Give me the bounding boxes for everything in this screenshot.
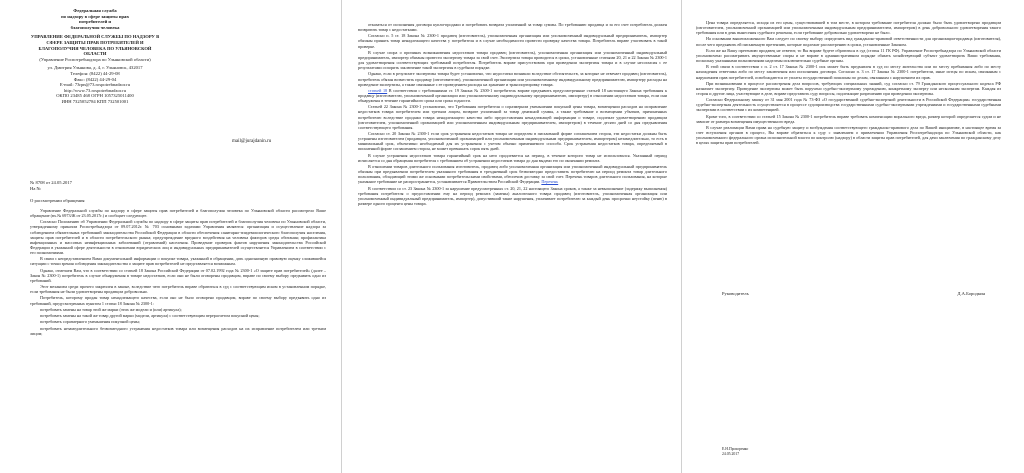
executor-note: Е.Н.Прохоренко 24.05.2017: [722, 447, 749, 456]
paragraph: Однако, если в результате экспертизы товара будет установлено, что недостатки возникли вследствие обстоятельств, за которые не отвечает продавец (изготовитель), потребитель обязан возместить продавцу (изготовителю), уполномоченной организации или уполномоченному индивидуальному предпринимателю, импортеру расходы на проведение экспертизы, а также связанные с ее проведением расходы на хранение и транспортировку товара.: [358, 71, 667, 87]
letter-body: [30, 208, 326, 337]
paragraph: В отношении товаров длительного пользования изготовитель, продавец либо уполномоченная организация или уполномоченный индивидуальный предприниматель обязаны при предъявлении потребителем указанного требования в трехдневный срок безвозмездно предоставить потребителю на период ремонта товар длительного пользования, обладающий этими же основными потребительскими свойствами, обеспечив доставку за свой счет. Перечень товаров длительного пользования, на которые указанное требование не распространяется, устанавливается Правительством Российской Федерации. Перечень: [358, 163, 667, 185]
signatory-title: Руководитель: [722, 291, 749, 296]
paragraph: В связи с непредставлением Вами документальной информации о покупке товара, указанной в обращении, дать однозначную правовую оценку сложившейся ситуации с точки зрения соблюдения законодательства о защите прав потребителей не представляется возможным.: [30, 256, 326, 267]
paragraph: В случае реализации Вами права на судебную защиту и возбуждения соответствующего гражданско-правового дела по Вашей инициативе, в настоящее время за счет вступления органов в процесс, Вы вправе обратиться к суду с заявлением о привлечении Управления Роспотребнадзора по Ульяновской области, как уполномоченного федерального органа исполнительной власти по контролю (надзору) в области защиты прав потребителей, для дачи заключения по гражданскому делу в целях защиты прав потребителей.: [696, 125, 1001, 146]
paragraph: Однако, отмечаем Вам, что в соответствии со статьей 18 Закона Российской Федерации от 07.02.1992 года № 2300-1 «О защите прав потребителей» (далее – Закон № 2300-1) потребитель в случае обнаружения в товаре недостатков, если они не были оговорены продавцом, вправе по своему выбору предъявить одно из требований.: [30, 267, 326, 283]
paragraph: Если же на Вашу претензию продавец не ответит, то Вы вправе будете обратиться в суд (статья 11 ГК РФ). Управление Роспотребнадзора по Ульяновской области уполномочено рассматривать имущественные споры и не вправе в административном порядке обязать хозяйствующий субъект удовлетворить Ваши требования, поскольку указанными полномочиями наделены исключительно судебные органы.: [696, 47, 1001, 64]
paragraph: Управление Федеральной службы по надзору в сфере защиты прав потребителей и благополучия человека по Ульяновской области рассмотрело Ваше обращение (вх.№ 6973/Ж от 23.05.2017г.) и сообщает следующее.: [30, 208, 326, 219]
list-item: потребовать незамедлительного безвозмездного устранения недостатков товара или возмещения расходов на их исправление потребителем или третьим лицом;: [30, 325, 326, 336]
paragraph: Цена товара определяется, исходя из его цены, существовавшей в том месте, в котором требование потребителя должно было быть удовлетворено продавцом (изготовителем, уполномоченной организацией или уполномоченным индивидуальным предпринимателем, импортером) в день добровольного удовлетворения такого требования или в день вынесения судебного решения, если требование добровольно удовлетворено не было.: [696, 20, 1001, 36]
paragraph: Этот механизм среди прочего закреплен в законе, вследствие чего потребитель вправе обратиться в суд с соответствующим иском в установленном порядке, если требования не были удовлетворены продавцом добровольно.: [30, 284, 326, 295]
letter-body: [358, 22, 667, 207]
document-page-2: [341, 0, 679, 473]
letter-subject: О рассмотрении обращения: [30, 198, 85, 203]
law-link[interactable]: статьей 18: [368, 87, 388, 93]
paragraph: В этой связи в соответствии с п. 2 ст. 17 Закона № 2300-1 иск может быть предъявлен в суд по месту жительства или по месту пребывания либо по месту нахождения ответчика либо по месту заключения или исполнения договора. Согласно п. 3 ст. 17 Закона № 2300-1 потребители, иные истцы по искам, связанным с нарушением прав потребителей, освобождаются от уплаты государственной пошлины по делам, связанным с нарушением их прав.: [696, 64, 1001, 80]
paragraph: Согласно п. 5 ст. 18 Закона № 2300-1 продавец (изготовитель), уполномоченная организация или уполномоченный индивидуальный предприниматель, импортер обязаны принять товар ненадлежащего качества у потребителя и в случае необходимости провести проверку качества товара. Потребитель вправе участвовать в такой проверке.: [358, 33, 667, 49]
document-page-1: [0, 0, 338, 473]
list-item: потребовать замены на такой же товар другой марки (модели, артикула) с соответствующим перерасчетом покупной цены;: [40, 313, 260, 319]
letter-body: [696, 20, 1001, 147]
agency-name: Федеральная служба по надзору в сфере защиты прав потребителей и благополучия человека: [61, 8, 129, 30]
letterhead: [30, 8, 160, 105]
list-item: потребовать замены на товар этой же марки (этих же модели и (или) артикула);: [40, 306, 182, 312]
paragraph: Согласно Федеральному закону от 31 мая 2001 года № 73-ФЗ «О государственной судебно-экспертной деятельности в Российской Федерации» государственная судебно-экспертная деятельность осуществляется в процессе судопроизводства государственными судебно-экспертными учреждениями и государственными судебными экспертами в соответствии с их компетенцией.: [696, 97, 1001, 113]
paragraph: В соответствии со ст. 23 Закона № 2300-1 за нарушение предусмотренных ст. 20, 21, 22 настоящего Закона сроков, а также за невыполнение (задержку выполнения) требования потребителя о предоставлении ему на период ремонта (замены) аналогичного товара продавец (изготовитель, уполномоченная организация или уполномоченный индивидуальный предприниматель, импортер), допустивший такие нарушения, уплачивает потребителю за каждый день просрочки неустойку (пеню) в размере одного процента цены товара.: [358, 185, 667, 206]
department-title: УПРАВЛЕНИЕ ФЕДЕРАЛЬНОЙ СЛУЖБЫ ПО НАДЗОРУ В СФЕРЕ ЗАЩИТЫ ПРАВ ПОТРЕБИТЕЛЕЙ И БЛАГОПОЛУЧИЯ ЧЕЛОВЕКА ПО УЛЬЯНОВСКОЙ ОБЛАСТИ: [30, 34, 160, 57]
registration-number: № 8708 от 24.05.2017 На №: [30, 180, 72, 191]
paragraph: При возникновении в процессе рассмотрения дела вопросов, требующих специальных знаний, суд согласно ст. 79 Гражданского процессуального кодекса РФ назначает экспертизу. Проведение экспертизы может быть поручено судебно-экспертному учреждению, конкретному эксперту или нескольким экспертам. Каждая из сторон и другие лица, участвующие в деле, вправе представить суду вопросы, подлежащие разрешению при проведении экспертизы.: [696, 80, 1001, 96]
document-page-3: [681, 0, 1024, 473]
list-item: потребовать соразмерного уменьшения покупной цены;: [40, 319, 140, 325]
paragraph: Потребитель, которому продан товар ненадлежащего качества, если оно не было оговорено продавцом, вправе по своему выбору предъявить одно из требований, предусмотренных пунктом 1 статьи 18 Закона № 2300-1:: [30, 295, 326, 306]
paragraph: отказаться от исполнения договора купли-продажи и потребовать возврата уплаченной за товар суммы. По требованию продавца и за его счет потребитель должен возвратить товар с недостатками.: [358, 22, 667, 33]
department-short-name: (Управление Роспотребнадзора по Ульяновской области): [39, 56, 151, 62]
recipient-email: mail@jurajdanin.ru: [232, 139, 272, 144]
goods-list-link[interactable]: Перечень: [541, 179, 559, 185]
signature-block: [722, 291, 985, 296]
department-address: ул. Дмитрия Ульянова, д. 4, г. Ульяновск, 432017 Телефон: (8422) 44-29-08 Факс: (8422) 44-29-04 E-mail: 73rpn@73.rospotrebnadzor.ru http://www.73.rospotrebnadzor.ru ОКПО 23485 468 ОГРН 1057325011400 ИНН 7325052784 КПП 732501001: [47, 65, 143, 104]
paragraph: В случае спора о причинах возникновения недостатков товара продавец (изготовитель), уполномоченная организация или уполномоченный индивидуальный предприниматель, импортер обязаны провести экспертизу товара за свой счет. Экспертиза товара проводится в сроки, установленные статьями 20, 21 и 22 Закона № 2300-1 для удовлетворения соответствующих требований потребителя. Потребитель вправе присутствовать при проведении экспертизы товара и в случае несогласия с ее результатами оспорить заключение такой экспертизы в судебном порядке.: [358, 49, 667, 71]
requirements-list: [30, 307, 326, 336]
paragraph: Согласно Положению об Управлении Федеральной службы по надзору в сфере защиты прав потребителей и благополучия человека по Ульяновской области, утвержденному приказом Роспотребнадзора от 09.07.2012г. № 703 основными задачами Управления являются: организация и осуществление надзора за соблюдением обязательных требований законодательства Российской Федерации в области обеспечения санитарно-эпидемиологического благополучия населения, защиты прав потребителей и в области потребительского рынка; предупреждение вредного воздействия на человека факторов среды обитания; профилактика инфекционных и массовых неинфекционных заболеваний (отравлений) населения. Проведение проверок фактов нарушения законодательства Российской Федерации в указанной сфере деятельности в отношении юридических лиц и индивидуальных предпринимателей осуществляется Управлением в соответствии с его полномочиями.: [30, 219, 326, 255]
signatory-name: Д.А.Бородкин: [957, 291, 985, 296]
paragraph: На основании вышеизложенного Вам следует по своему выбору определить вид гражданско-правовой ответственности для организации-продавца (изготовителя), после чего предъявить ей письменную претензию, которые подлежат рассмотрению в сроки, установленные Законом.: [696, 36, 1001, 47]
paragraph: Кроме того, в соответствии со статьей 15 Закона № 2300-1 потребитель вправе требовать компенсации морального вреда, размер которой определяется судом и не зависит от размера возмещения имущественного вреда.: [696, 113, 1001, 124]
paragraph: Согласно ст. 20 Закона № 2300-1 если срок устранения недостатков товара не определен в письменной форме соглашением сторон, эти недостатки должны быть устранены изготовителем (продавцом, уполномоченной организацией или уполномоченным индивидуальным предпринимателем, импортером) незамедлительно, то есть в минимальный срок, объективно необходимый для их устранения с учетом обычно применяемого способа. Срок устранения недостатков товара, определяемый в письменной форме соглашением сторон, не может превышать сорок пять дней.: [358, 131, 667, 152]
paragraph: В случае устранения недостатков товара гарантийный срок на него продлевается на период, в течение которого товар не использовался. Указанный период исчисляется со дня обращения потребителя с требованием об устранении недостатков товара до дня выдачи его по окончании ремонта.: [358, 152, 667, 163]
paragraph: Статьей 22 Закона № 2300-1 установлено, что Требования потребителя о соразмерном уменьшении покупной цены товара, возмещении расходов на исправление недостатков товара потребителем или третьим лицом, возврате уплаченной за товар денежной суммы, а также требование о возмещении убытков, причиненных потребителю вследствие продажи товара ненадлежащего качества либо предоставления ненадлежащей информации о товаре, подлежат удовлетворению продавцом (изготовителем, уполномоченной организацией или уполномоченным индивидуальным предпринимателем, импортером) в течение десяти дней со дня предъявления соответствующего требования.: [358, 104, 667, 130]
paragraph: статьей 18 В соответствии с требованиями ст. 19 Закона № 2300-1 потребитель вправе предъявить предусмотренные статьей 18 настоящего Закона требования к продавцу (изготовителю, уполномоченной организации или уполномоченному индивидуальному предпринимателю, импортеру) в отношении недостатков товара, если они обнаружены в течение гарантийного срока или срока годности.: [358, 87, 667, 104]
